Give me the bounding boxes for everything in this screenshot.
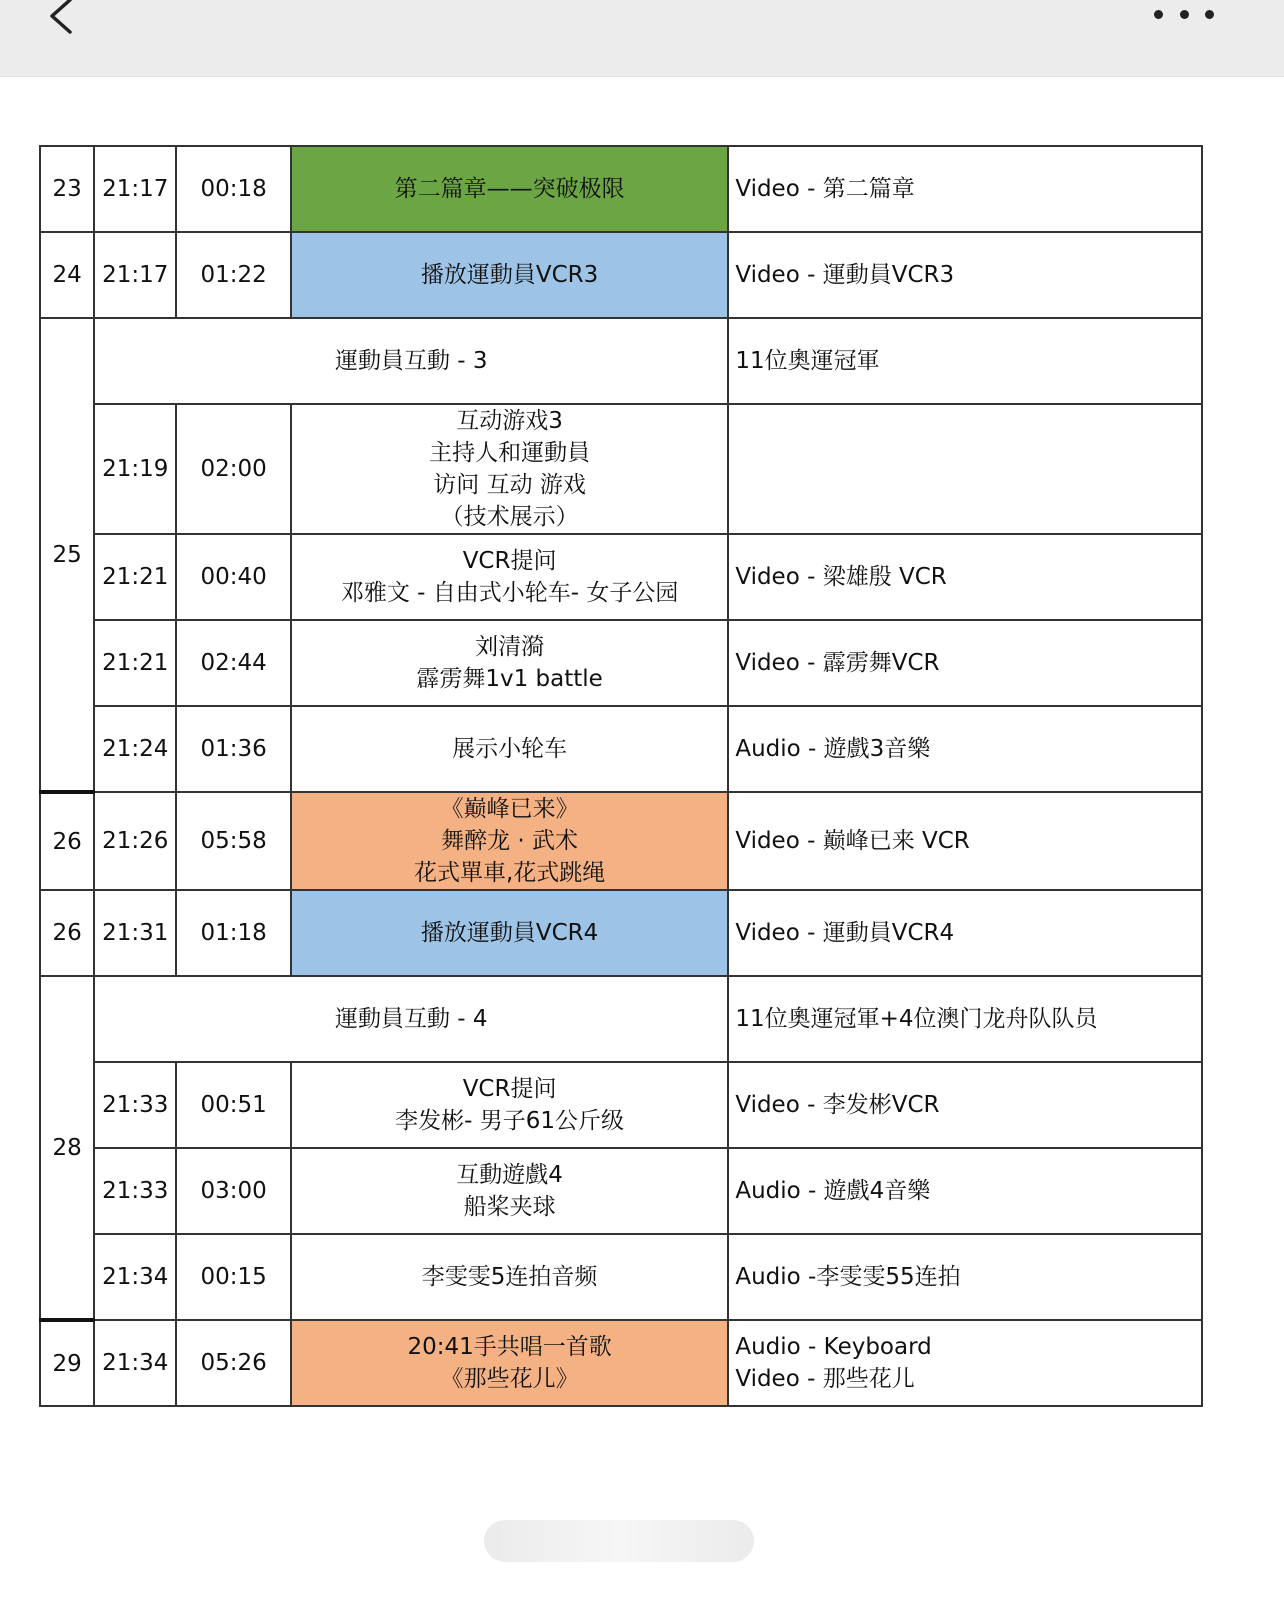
duration: 00:40 — [176, 534, 290, 620]
table-row — [40, 890, 1202, 976]
content-line: 刘清漪 — [475, 634, 545, 660]
table-row — [40, 1320, 1202, 1406]
cue-number: 26 — [40, 890, 94, 976]
resource: Video - 巅峰已来 VCR — [728, 792, 1202, 890]
duration: 02:00 — [176, 404, 290, 534]
resource-line: Video - 那些花儿 — [735, 1366, 915, 1392]
segment-content: 展示小轮车 — [291, 706, 729, 792]
content-line: VCR提问 — [462, 548, 557, 574]
top-nav-bar — [0, 0, 1284, 76]
table-row — [40, 792, 1202, 890]
section-title: 運動員互動 - 4 — [94, 976, 728, 1062]
start-time: 21:33 — [94, 1062, 176, 1148]
duration: 03:00 — [176, 1148, 290, 1234]
resource: Audio - 遊戲4音樂 — [728, 1148, 1202, 1234]
content-line: 舞醉龙 · 武术 — [441, 828, 579, 854]
duration: 01:36 — [176, 706, 290, 792]
start-time: 21:31 — [94, 890, 176, 976]
segment-content — [291, 1320, 729, 1406]
table-row — [40, 534, 1202, 620]
start-time: 21:34 — [94, 1320, 176, 1406]
table-row — [40, 620, 1202, 706]
table-row — [40, 1062, 1202, 1148]
cue-number: 25 — [40, 318, 94, 792]
duration: 02:44 — [176, 620, 290, 706]
content-line: 互動遊戲4 — [456, 1162, 563, 1188]
content-line: 李发彬- 男子61公斤级 — [395, 1108, 625, 1134]
segment-content — [291, 620, 729, 706]
content-line: VCR提问 — [462, 1076, 557, 1102]
segment-content: 第二篇章——突破极限 — [291, 146, 729, 232]
content-line: 霹雳舞1v1 battle — [416, 666, 603, 692]
segment-content: 李雯雯5连拍音频 — [291, 1234, 729, 1320]
segment-content: 播放運動員VCR4 — [291, 890, 729, 976]
start-time: 21:33 — [94, 1148, 176, 1234]
segment-content — [291, 534, 729, 620]
duration: 00:15 — [176, 1234, 290, 1320]
content-line: 《巅峰已来》 — [440, 796, 579, 822]
content-line: 花式單車,花式跳绳 — [413, 860, 606, 886]
table-row — [40, 146, 1202, 232]
duration: 00:51 — [176, 1062, 290, 1148]
segment-content: 播放運動員VCR3 — [291, 232, 729, 318]
chevron-left-icon — [44, 0, 84, 40]
segment-content — [291, 404, 729, 534]
resource: Video - 運動員VCR3 — [728, 232, 1202, 318]
cue-number: 24 — [40, 232, 94, 318]
duration: 00:18 — [176, 146, 290, 232]
resource — [728, 1320, 1202, 1406]
duration: 01:22 — [176, 232, 290, 318]
section-header-row — [40, 318, 1202, 404]
resource — [728, 404, 1202, 534]
content-line: （技术展示） — [440, 504, 579, 530]
more-horizontal-icon — [1154, 10, 1163, 19]
start-time: 21:17 — [94, 232, 176, 318]
content-line: 互动游戏3 — [456, 408, 563, 434]
content-line: 访问 互动 游戏 — [433, 472, 586, 498]
start-time: 21:19 — [94, 404, 176, 534]
content-line: 20:41手共唱一首歌 — [407, 1334, 612, 1360]
segment-content — [291, 1062, 729, 1148]
resource-line: Audio - Keyboard — [735, 1334, 932, 1360]
table-row — [40, 1148, 1202, 1234]
start-time: 21:26 — [94, 792, 176, 890]
section-header-row — [40, 976, 1202, 1062]
start-time: 21:24 — [94, 706, 176, 792]
table-row — [40, 232, 1202, 318]
duration: 01:18 — [176, 890, 290, 976]
table-row — [40, 404, 1202, 534]
resource: Video - 第二篇章 — [728, 146, 1202, 232]
resource: Audio -李雯雯55连拍 — [728, 1234, 1202, 1320]
rundown-table — [39, 145, 1203, 1407]
back-button[interactable] — [44, 0, 84, 40]
section-title: 運動員互動 - 3 — [94, 318, 728, 404]
resource: Video - 霹雳舞VCR — [728, 620, 1202, 706]
resource: Audio - 遊戲3音樂 — [728, 706, 1202, 792]
content-line: 邓雅文 - 自由式小轮车- 女子公园 — [340, 580, 679, 606]
start-time: 21:21 — [94, 620, 176, 706]
cue-number: 29 — [40, 1320, 94, 1406]
duration: 05:58 — [176, 792, 290, 890]
cue-number: 23 — [40, 146, 94, 232]
duration: 05:26 — [176, 1320, 290, 1406]
more-horizontal-icon — [1180, 10, 1189, 19]
more-horizontal-icon — [1205, 10, 1214, 19]
resource: Video - 李发彬VCR — [728, 1062, 1202, 1148]
start-time: 21:21 — [94, 534, 176, 620]
resource: Video - 運動員VCR4 — [728, 890, 1202, 976]
resource: Video - 梁雄殷 VCR — [728, 534, 1202, 620]
content-line: 船桨夹球 — [463, 1194, 556, 1220]
blurred-watermark — [484, 1520, 754, 1562]
resource: 11位奧運冠軍 — [728, 318, 1202, 404]
table-row — [40, 1234, 1202, 1320]
content-line: 主持人和運動員 — [429, 440, 591, 466]
start-time: 21:34 — [94, 1234, 176, 1320]
segment-content — [291, 792, 729, 890]
start-time: 21:17 — [94, 146, 176, 232]
cue-number: 28 — [40, 976, 94, 1320]
more-options-button[interactable] — [1154, 2, 1214, 26]
content-line: 《那些花儿》 — [440, 1366, 579, 1392]
cue-number: 26 — [40, 792, 94, 890]
segment-content — [291, 1148, 729, 1234]
table-row — [40, 706, 1202, 792]
resource: 11位奧運冠軍+4位澳门龙舟队队员 — [728, 976, 1202, 1062]
